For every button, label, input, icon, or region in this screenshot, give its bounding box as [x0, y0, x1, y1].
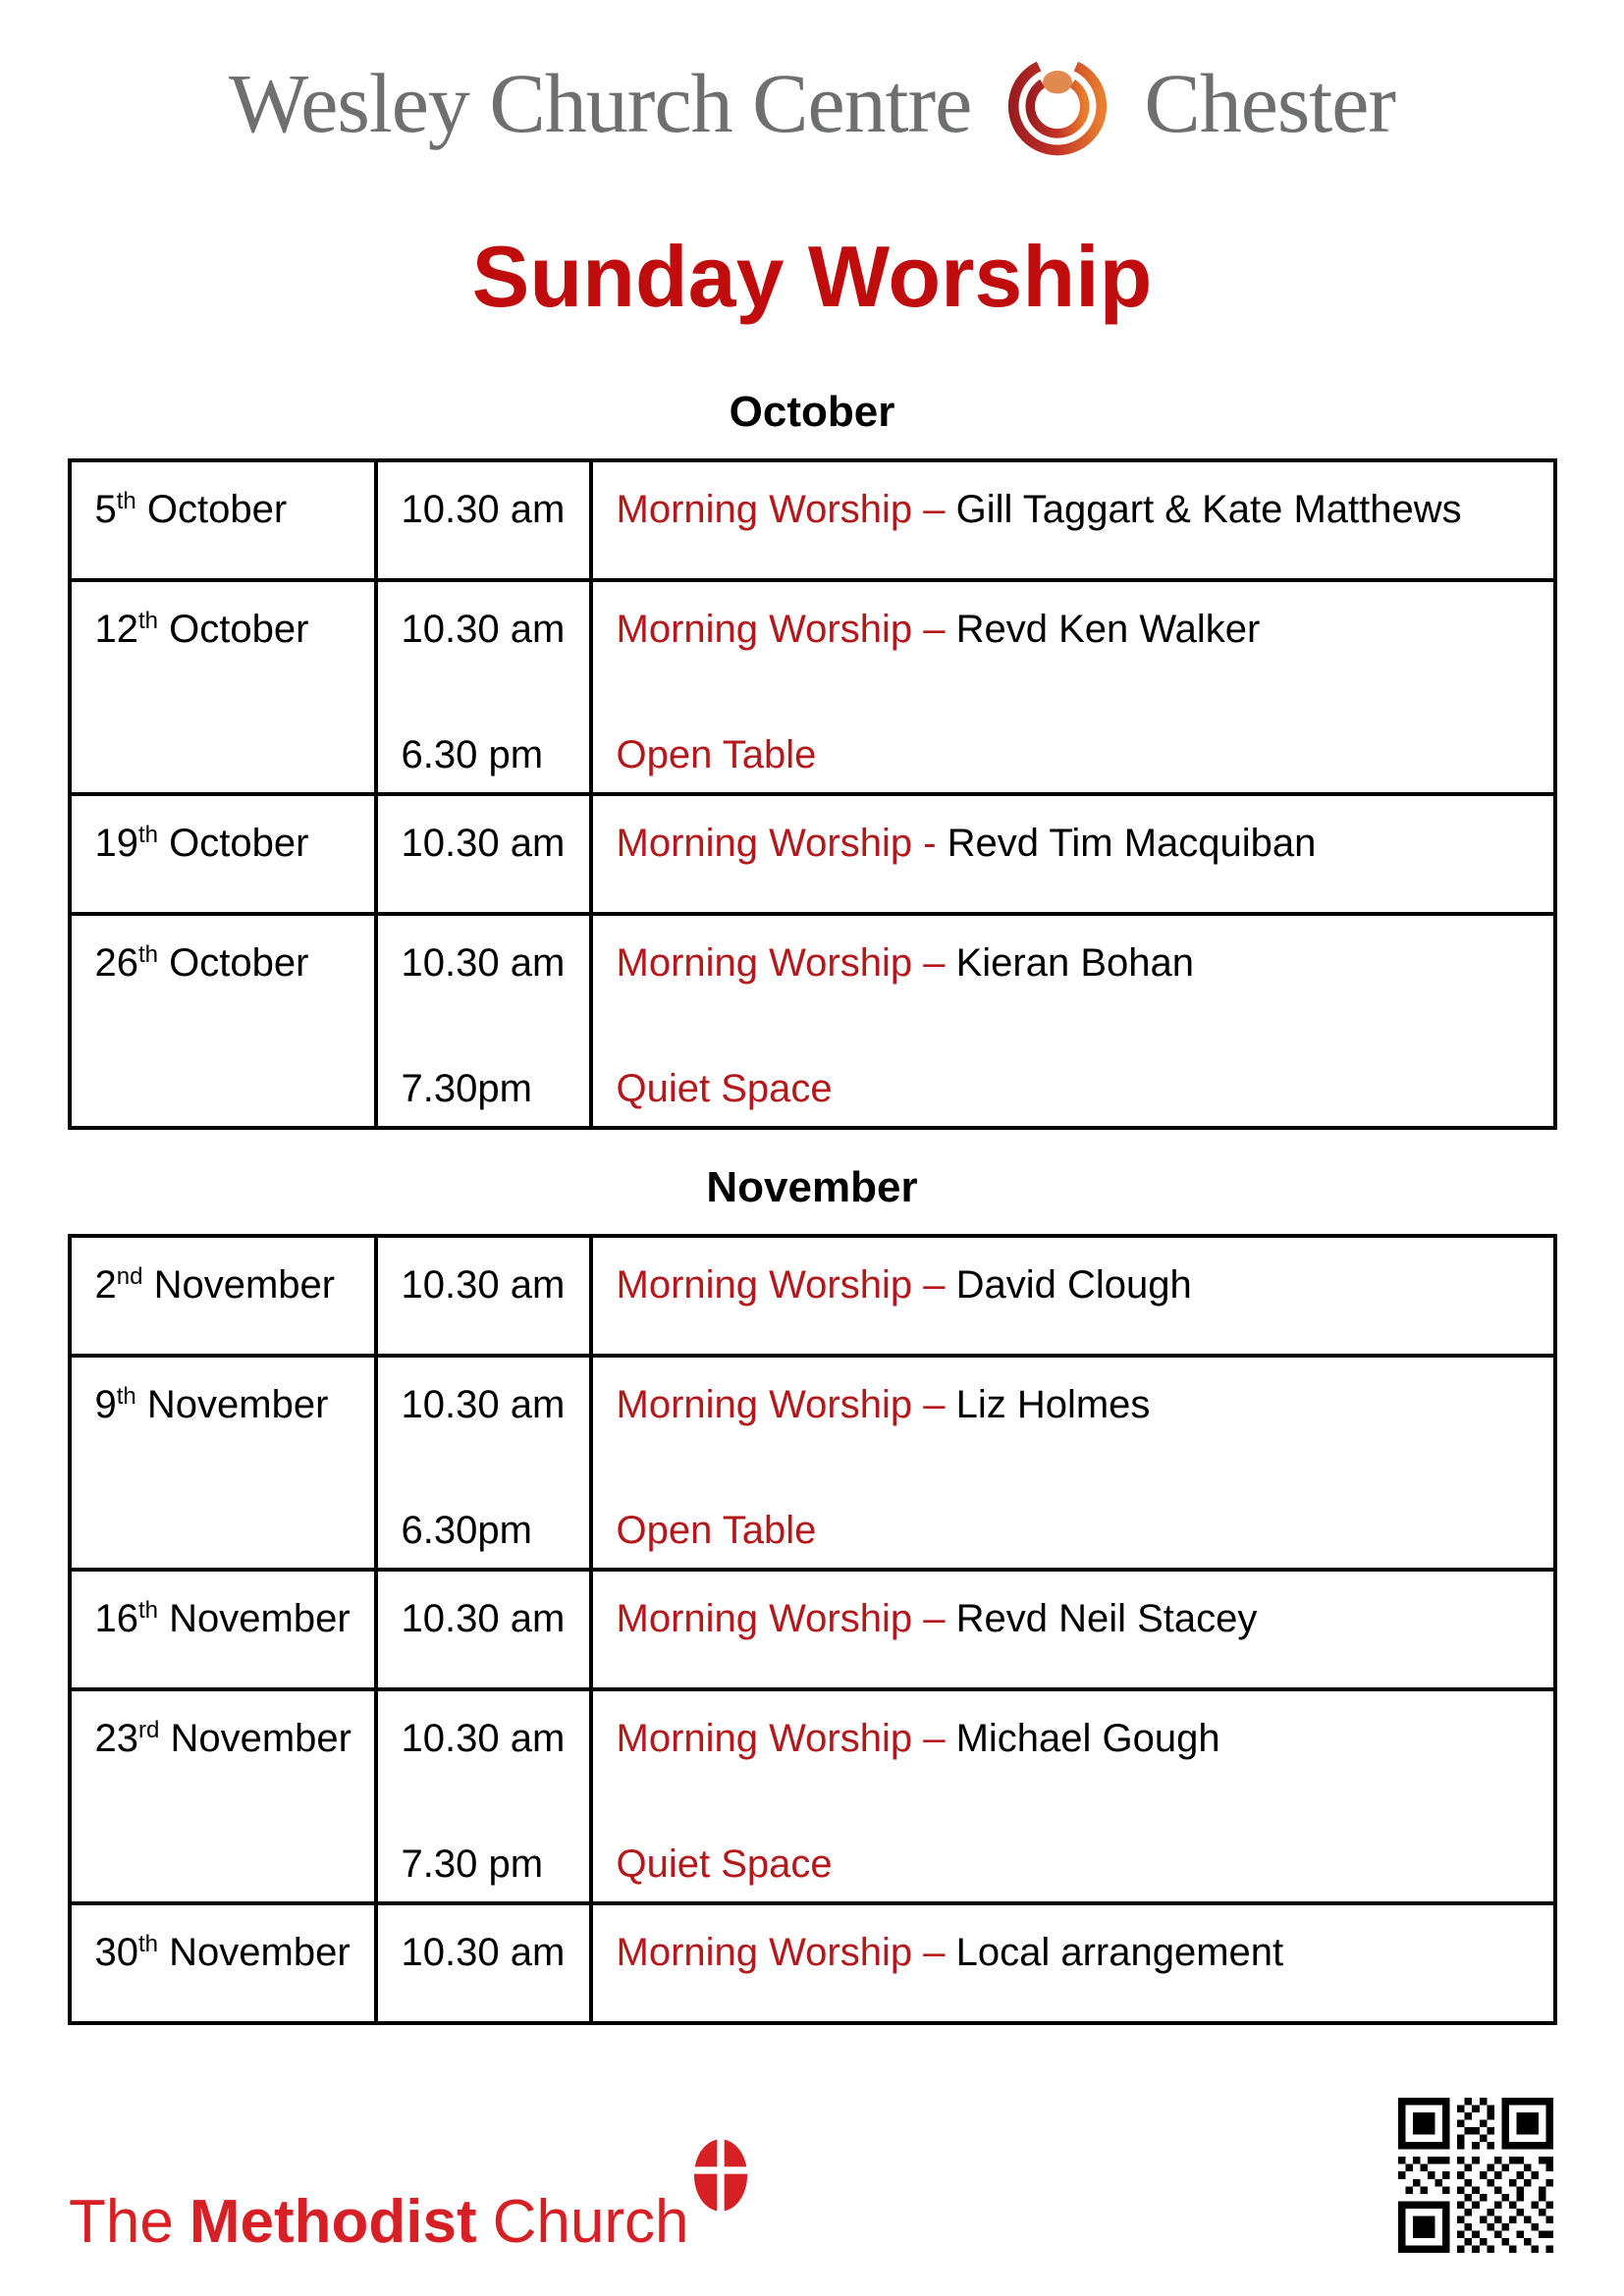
- month-heading: November: [706, 1162, 918, 1211]
- wesley-church-centre-logo: [0, 0, 1624, 161]
- event-text: Morning Worship – Revd Ken Walker: [616, 607, 1261, 651]
- date-cell: 12th October: [70, 580, 376, 794]
- time-text: 10.30 am: [401, 1596, 566, 1640]
- time-text: 6.30 pm: [401, 732, 544, 776]
- time-cell: [376, 1356, 591, 1570]
- methodist-logo-word-church: Church: [492, 2188, 689, 2256]
- worship-table: [68, 1234, 1557, 2025]
- table-row: [70, 1356, 1555, 1570]
- time-text: 10.30 am: [401, 821, 566, 865]
- event-text: Morning Worship – David Clough: [616, 1262, 1192, 1307]
- worship-table: [68, 458, 1557, 1130]
- qr-finder-patterns: [1398, 2098, 1553, 2253]
- time-cell: [376, 794, 591, 914]
- month-heading: October: [729, 387, 895, 436]
- time-cell: [376, 1570, 591, 1689]
- month-section: [0, 1163, 1624, 2025]
- event-cell: [591, 460, 1555, 580]
- date-cell: 16th November: [70, 1570, 376, 1689]
- event-cell: [591, 1689, 1555, 1903]
- time-text: 6.30pm: [401, 1508, 532, 1552]
- event-cell: [591, 580, 1555, 794]
- time-text: 10.30 am: [401, 1382, 566, 1426]
- event-text: Quiet Space: [616, 1842, 833, 1886]
- event-cell: [591, 914, 1555, 1128]
- wesley-arc-person-icon: [995, 45, 1120, 161]
- time-text: 10.30 am: [401, 607, 566, 651]
- time-text: 10.30 am: [401, 1262, 566, 1307]
- table-row: [70, 1236, 1555, 1356]
- event-text: Open Table: [616, 732, 817, 776]
- time-cell: [376, 1236, 591, 1356]
- event-text: Morning Worship – Local arrangement: [616, 1930, 1284, 1974]
- time-cell: [376, 914, 591, 1128]
- table-row: [70, 914, 1555, 1128]
- event-cell: [591, 1236, 1555, 1356]
- table-row: [70, 1570, 1555, 1689]
- methodist-church-logo: [69, 2137, 749, 2256]
- time-text: 10.30 am: [401, 487, 566, 531]
- table-row: [70, 580, 1555, 794]
- date-cell: 2nd November: [70, 1236, 376, 1356]
- date-cell: 19th October: [70, 794, 376, 914]
- time-cell: [376, 580, 591, 794]
- date-cell: 30th November: [70, 1903, 376, 2023]
- footer: [69, 2098, 1553, 2256]
- qr-code: [1398, 2098, 1553, 2253]
- event-text: Morning Worship - Revd Tim Macquiban: [616, 821, 1317, 865]
- table-row: [70, 1903, 1555, 2023]
- event-cell: [591, 1570, 1555, 1689]
- date-cell: 5th October: [70, 460, 376, 580]
- time-cell: [376, 1903, 591, 2023]
- chester-logo-text: Chester: [1144, 56, 1396, 150]
- month-section: [0, 388, 1624, 1130]
- time-text: 10.30 am: [401, 940, 566, 985]
- methodist-orb-cross-icon: [692, 2137, 749, 2214]
- event-text: Morning Worship – Kieran Bohan: [616, 940, 1194, 985]
- methodist-logo-word-methodist: Methodist: [189, 2188, 477, 2256]
- event-text: Morning Worship – Michael Gough: [616, 1716, 1220, 1760]
- event-cell: [591, 1356, 1555, 1570]
- page-title: Sunday Worship: [471, 228, 1153, 325]
- time-cell: [376, 460, 591, 580]
- time-text: 10.30 am: [401, 1716, 566, 1760]
- event-text: Open Table: [616, 1508, 817, 1552]
- date-cell: 23rd November: [70, 1689, 376, 1903]
- event-cell: [591, 794, 1555, 914]
- date-cell: 26th October: [70, 914, 376, 1128]
- event-text: Morning Worship – Liz Holmes: [616, 1382, 1151, 1426]
- time-cell: [376, 1689, 591, 1903]
- event-text: Quiet Space: [616, 1066, 833, 1110]
- event-cell: [591, 1903, 1555, 2023]
- methodist-logo-word-the: The: [69, 2188, 174, 2256]
- time-text: 10.30 am: [401, 1930, 566, 1974]
- table-row: [70, 794, 1555, 914]
- time-text: 7.30pm: [401, 1066, 532, 1110]
- date-cell: 9th November: [70, 1356, 376, 1570]
- schedule-sections: [0, 388, 1624, 2025]
- time-text: 7.30 pm: [401, 1842, 544, 1886]
- table-row: [70, 460, 1555, 580]
- event-text: Morning Worship – Revd Neil Stacey: [616, 1596, 1258, 1640]
- table-row: [70, 1689, 1555, 1903]
- event-text: Morning Worship – Gill Taggart & Kate Matthews: [616, 487, 1462, 531]
- wesley-logo-text: Wesley Church Centre: [228, 56, 972, 150]
